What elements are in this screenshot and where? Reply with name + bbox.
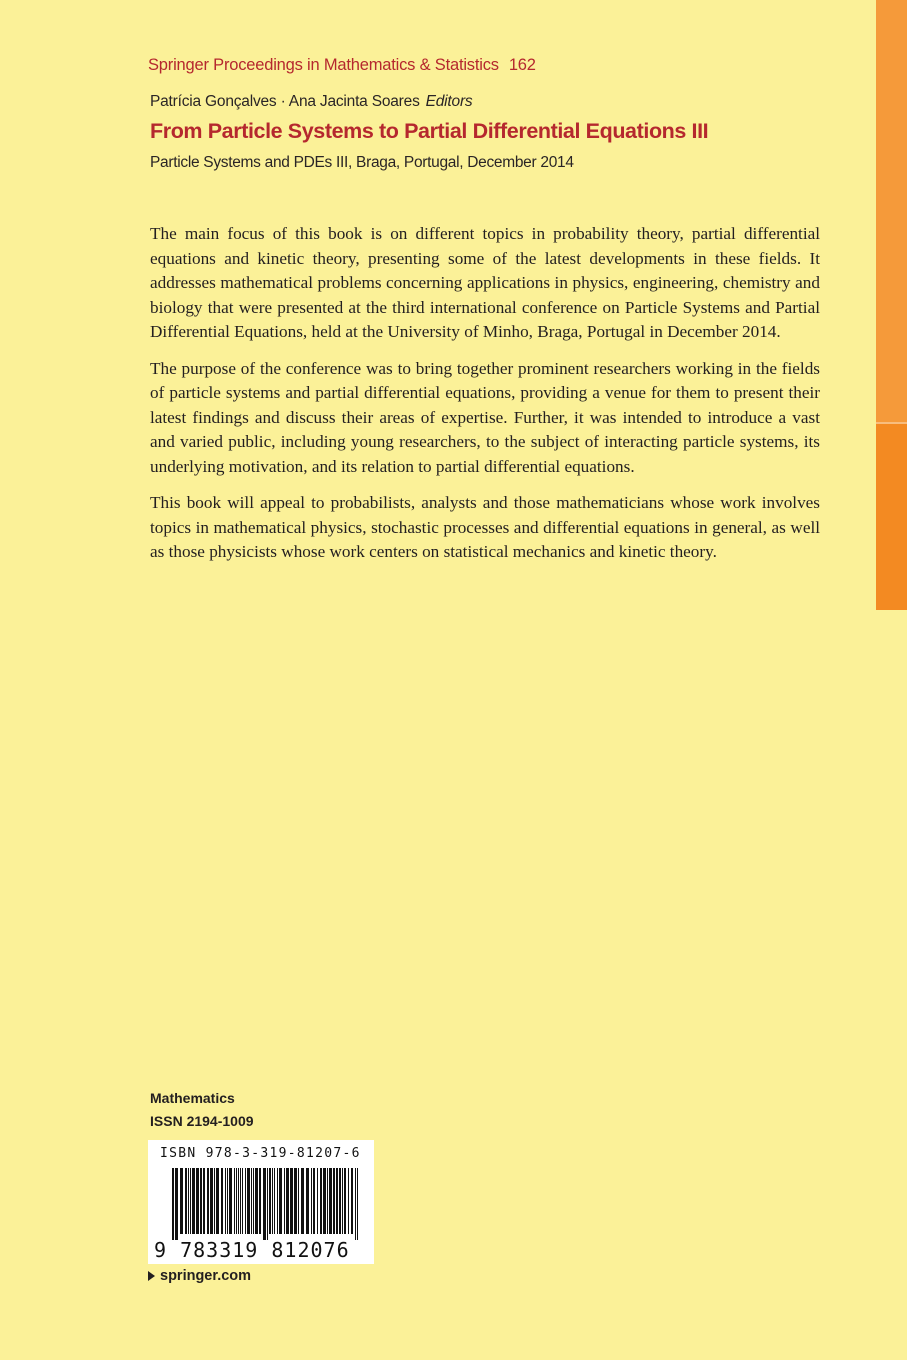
editors-role: Editors	[425, 93, 473, 110]
barcode-bar	[190, 1168, 191, 1234]
barcode-bar	[301, 1168, 304, 1234]
subject-label: Mathematics	[150, 1090, 235, 1106]
book-subtitle: Particle Systems and PDEs III, Braga, Portugal, December 2014	[150, 154, 574, 171]
arrow-right-icon	[148, 1271, 155, 1281]
barcode-bar	[279, 1168, 282, 1234]
barcode-bar	[274, 1168, 275, 1234]
barcode-bar	[333, 1168, 335, 1234]
barcode-bar	[188, 1168, 189, 1234]
barcode-bar	[221, 1168, 223, 1234]
barcode-bar	[351, 1168, 353, 1234]
issn-label: ISSN 2194-1009	[150, 1113, 254, 1129]
barcode-bar	[286, 1168, 289, 1234]
barcode-bar	[203, 1168, 205, 1234]
barcode-bar	[336, 1168, 338, 1234]
barcode-bar	[175, 1168, 178, 1240]
barcode-bar	[253, 1168, 254, 1234]
barcode-bar	[342, 1168, 343, 1234]
barcode-bar	[290, 1168, 293, 1234]
barcode-bar	[225, 1168, 226, 1234]
barcode-bar	[207, 1168, 209, 1234]
barcode-bar	[196, 1168, 199, 1234]
barcode-bar	[267, 1168, 268, 1240]
barcode-bar	[306, 1168, 309, 1234]
barcode-bar	[327, 1168, 328, 1234]
barcode-bar	[255, 1168, 258, 1234]
isbn-text: ISBN 978-3-319-81207-6	[160, 1146, 361, 1161]
barcode-bar	[298, 1168, 299, 1234]
barcode-bar	[229, 1168, 232, 1234]
barcode-bar	[210, 1168, 213, 1234]
editors-line	[150, 93, 472, 111]
barcode-bar	[329, 1168, 332, 1234]
barcode-bar	[238, 1168, 239, 1234]
barcode-bar	[311, 1168, 312, 1234]
book-title: From Particle Systems to Partial Differential Equations III	[150, 119, 709, 143]
barcode-bar	[240, 1168, 241, 1234]
barcode-bar	[259, 1168, 261, 1234]
spine-band-top	[876, 0, 907, 424]
barcode-bar	[192, 1168, 195, 1234]
spine-band-bottom	[876, 424, 907, 610]
barcode-bar	[294, 1168, 297, 1234]
barcode-bar	[284, 1168, 285, 1234]
barcode-bar	[355, 1168, 356, 1240]
description-paragraph-3: This book will appeal to probabilists, analysts and those mathematicians whose work involves topics in mathematical physics, stochastic processes and differential equations in general, as well as those physicists whose work centers on statistical mechanics and kinetic theory.	[150, 493, 820, 561]
barcode-bar	[180, 1168, 183, 1234]
barcode-bar	[247, 1168, 250, 1234]
barcode-bar	[323, 1168, 326, 1234]
barcode-bar	[357, 1168, 358, 1240]
website-label: springer.com	[160, 1268, 252, 1284]
isbn-barcode	[148, 1140, 374, 1264]
barcode-bar	[200, 1168, 202, 1234]
barcode-bar	[339, 1168, 341, 1234]
barcode-bar	[348, 1168, 349, 1234]
description-paragraph-1: The main focus of this book is on different topics in probability theory, partial differential equations and kinetic theory, presenting some of the latest developments in these fields. It addresses mathematical problems concerning applications in physics, engineering, chemistry and biology that were presented at the third international conference on Particle Systems and Partial Differential Equations, held at the University of Minho, Braga, Portugal in December 2014.	[150, 224, 820, 341]
description-paragraph-2: The purpose of the conference was to bring together prominent researchers working in the fields of particle systems and partial differential equations, providing a venue for them to present their latest findings and discuss their areas of expertise. Further, it was intended to introduce a vast and varied public, including young researchers, to the subject of interacting particle systems, its underlying motivation, and its relation to partial differential equations.	[150, 358, 820, 476]
barcode-bar	[313, 1168, 315, 1234]
series-number: 162	[508, 56, 536, 74]
barcode-bar	[251, 1168, 252, 1234]
barcode-bar	[234, 1168, 235, 1234]
barcode-digits: 9 783319 812076	[154, 1238, 350, 1262]
barcode-bar	[214, 1168, 215, 1234]
barcode-bar	[172, 1168, 174, 1240]
barcode-bar	[317, 1168, 318, 1234]
barcode-bar	[277, 1168, 278, 1234]
series-line	[148, 56, 536, 75]
barcode-bar	[236, 1168, 237, 1234]
barcode-bar	[344, 1168, 346, 1234]
barcode-bar	[272, 1168, 273, 1234]
barcode-bar	[269, 1168, 271, 1234]
barcode-bar	[216, 1168, 219, 1234]
barcode-bar	[263, 1168, 266, 1240]
barcode-bar	[185, 1168, 187, 1234]
editor-names: Patrícia Gonçalves · Ana Jacinta Soares	[150, 93, 420, 110]
barcode-bar	[227, 1168, 228, 1234]
book-description	[150, 222, 820, 577]
series-name: Springer Proceedings in Mathematics & Statistics	[148, 56, 499, 74]
publisher-website[interactable]	[148, 1268, 251, 1284]
barcode-bar	[320, 1168, 322, 1234]
barcode-bar	[245, 1168, 246, 1234]
barcode-bar	[242, 1168, 243, 1234]
